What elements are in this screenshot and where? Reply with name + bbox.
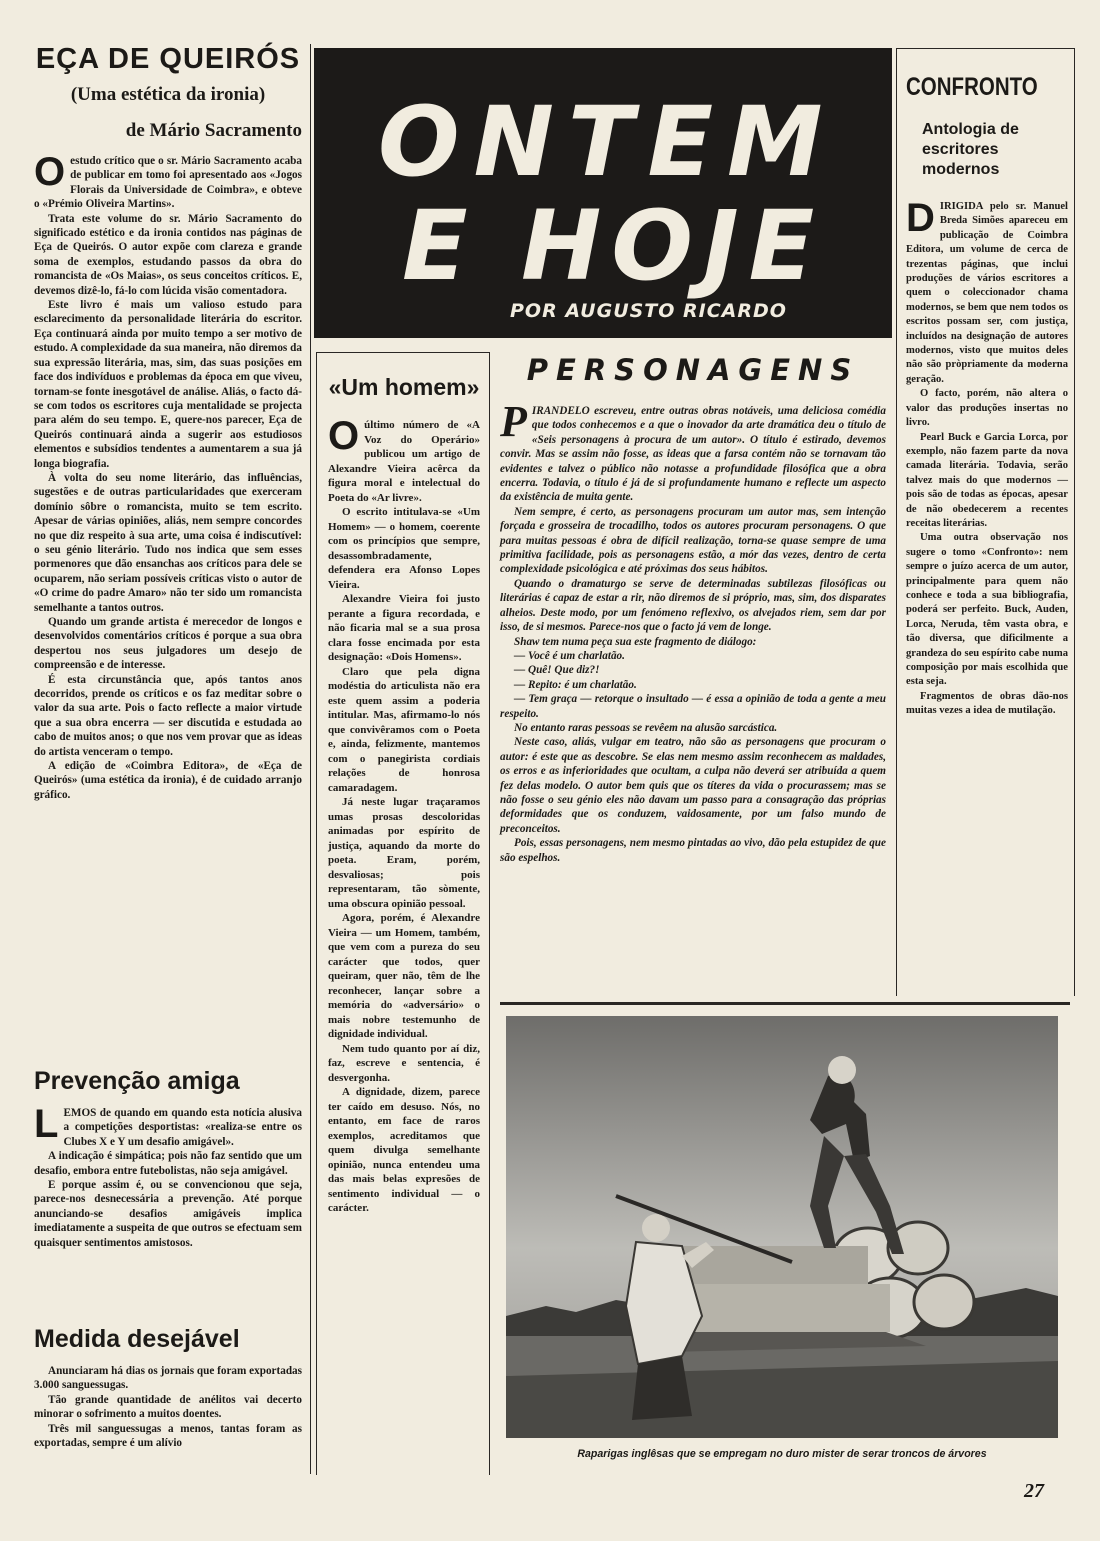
paragraph: último número de «A Voz do Operário» publicou um artigo de Alexandre Vieira acêrca da figura moral e intelectual do Poeta do «Ar livre».: [328, 419, 480, 504]
dialogue-line: — Você é um charlatão.: [514, 649, 625, 662]
paragraph: A indicação é simpática; pois não faz sentido que um desafio, embora entre futebolistas, não seja amigável.: [34, 1150, 302, 1177]
box-rule: [896, 48, 1074, 49]
column-rule: [896, 48, 897, 996]
paragraph: Shaw tem numa peça sua este fragmento de diálogo:: [514, 635, 757, 648]
article-title: CONFRONTO: [906, 73, 1038, 101]
column-rule: [310, 44, 311, 1474]
drop-cap: L: [34, 1102, 59, 1146]
paragraph: Fragmentos de obras dão-nos muitas vezes a idea de mutilação.: [906, 690, 1068, 717]
paragraph: Agora, porém, é Alexandre Vieira — um Homem, também, que vem com a pureza do seu carácter que todos, quer queiram, quer não, têm de lhe reconhecer, lançar sobre a memória do «adversário» o mais nobre testemunho de dignidade individual.: [328, 912, 480, 1040]
column-eca-de-queiros: [34, 42, 302, 802]
column-personagens: [500, 350, 886, 865]
article-title: PERSONAGENS: [526, 353, 860, 387]
paragraph: Nem tudo quanto por aí diz, faz, escreve e sentencia, é desvergonha.: [328, 1042, 480, 1084]
paragraph: Tão grande quantidade de anélitos vai decerto minorar o sofrimento a muitos doentes.: [34, 1393, 302, 1421]
article-subtitle: Antologia de escritores modernos: [922, 121, 1019, 178]
photo-illustration: [506, 1016, 1058, 1438]
column-prevencao-amiga: [34, 1066, 302, 1250]
paragraph: É esta circunstância que, após tantos anos decorridos, prende os críticos e os faz meditar sobre o valor da sua arte. Pois o facto reflecte a maior virtude que a sua obra encerra — ser discutida e estudada ao cabo de muitos anos; o que nos vem provar que as ideas do artista venceram o tempo.: [34, 673, 302, 758]
paragraph: EMOS de quando em quando esta notícia alusiva a competições desportistas: «realiza-se entre os Clubes X e Y um desafio amigável».: [63, 1107, 302, 1148]
banner-line-1: ONTEM: [378, 86, 837, 198]
paragraph: O facto, porém, não altera o valor das produções insertas no livro.: [906, 388, 1068, 429]
drop-cap: D: [906, 196, 935, 240]
section-rule: [500, 1002, 1070, 1005]
paragraph: À volta do seu nome literário, das influências, sugestões e de outras particularidades que exerceram domínio sôbre o romancista, muito se tem escrito. Apesar de várias opiniões, aliás, nem sempre concordes no que diz respeito à sua arte, uma coisa é indiscutível: o seu génio literário. Tudo nos indica que sem esses pormenores que dão ensanchas aos críticos para dele se ocuparem, não seriam possíveis críticas visto o autor de «O crime do padre Amaro» não ter sido um romancista semelhante a tantos outros.: [34, 471, 302, 614]
article-byline: de Mário Sacramento: [125, 120, 302, 141]
article-body: [500, 397, 886, 865]
paragraph: IRANDELO escreveu, entre outras obras notáveis, uma deliciosa comédia que todos conhecemos e a que o inovador da arte dramática deu o título de «Seis personagens à procura de um autor». O título é estirado, devemos convir. Mas se assim não fosse, as ideas que a farsa contém não se tornavam tão evidentes e talvez o público não notasse a profundidade filosófica que a obra encerra. Todavia, o título é já de si profundamente humano e reflecte um aspecto da existência de muita gente.: [500, 405, 886, 504]
banner-ontem-e-hoje: [314, 48, 892, 338]
dialogue-line: — Tem graça — retorque o insultado — é essa a opinião de toda a gente a meu respeito.: [500, 693, 886, 720]
page-number: 27: [1024, 1480, 1044, 1502]
article-title: «Um homem»: [328, 374, 480, 400]
column-medida-desejavel: [34, 1324, 302, 1450]
paragraph: Quando o dramaturgo se serve de determinadas subtilezas filosóficas ou literárias é capaz de estar a rir, não diremos de si próprio, mas, sim, dos disparates alheios. Deste modo, por um fenómeno reflexivo, os alvejados riem, sem dar por isso, de si mesmos. Parece-nos que o facto já vem de longe.: [500, 577, 886, 634]
banner-byline: POR AUGUSTO RICARDO: [510, 300, 787, 322]
paragraph: Quando um grande artista é merecedor de longos e desenvolvidos comentários críticos é porque a sua obra despertou nos seus julgadores um desejo de compreensão e de interesse.: [34, 616, 302, 672]
article-body: [906, 196, 1068, 719]
paragraph: No entanto raras pessoas se revêem na alusão sarcástica.: [514, 721, 778, 734]
article-subtitle: (Uma estética da ironia): [70, 84, 266, 105]
section-title: Medida desejável: [34, 1325, 240, 1353]
column-rule: [1074, 48, 1075, 996]
dialogue-line: — Repito: é um charlatão.: [514, 678, 637, 691]
drop-cap: O: [328, 414, 360, 458]
paragraph: Pearl Buck e Garcia Lorca, por exemplo, não fazem parte da nova camada literária. Todavia, serão talvez mais do que modernos — pois são de todas as épocas, apesar de não obedecerem a recentes receitas literárias.: [906, 431, 1068, 529]
paragraph: Pois, essas personagens, nem mesmo pintadas ao vivo, dão pela estupidez de que são espelhos.: [500, 837, 886, 864]
paragraph: Este livro é mais um valioso estudo para esclarecimento da personalidade literária do escritor. Eça continuará ainda por muito tempo a ser motivo de estudo. A complexidade da sua maneira, não diremos da sua expressão literária, mas, sim, das suas posições em face dos indivíduos e problemas da época em que viveu, tornam-se fonte inesgotável de análise. Aliás, o facto dá-se com todos os escritores cuja mentalidade se projecta para além do seu tempo. E, quere-nos parecer, Eça de Queirós continuará ainda a sugerir aos estudiosos elementos e subsídios tendentes a aumentarem a sua já longa biografia.: [34, 299, 302, 470]
paragraph: Neste caso, aliás, vulgar em teatro, não são as personagens que procuram o autor: é este que as descobre. Se elas nem mesmo assim reconhecem as maldades, os erros e as inferioridades que ocultam, a culpa não deverá ser atribuída a quem fez delas modelo. O autor bem quis que os títeres da vida o procurassem; mas se não fosse o seu génio eles não davam um passo para a consagração das próprias deformidades que os conduzem, vaidosamente, por um falso mundo de preconceitos.: [500, 736, 886, 835]
paragraph: Uma outra observação nos sugere o tomo «Confronto»: nem sempre o juízo acerca de um autor, principalmente para quem não conhece e toda a sua bibliografia, poderá ser perfeito. Buck, Auden, Lorca, Neruda, têm vasta obra, e tão diversa, que dificilmente a grandeza do seu espírito cabe numa composição por mais escolhida que esta seja.: [906, 532, 1068, 688]
paragraph: estudo crítico que o sr. Mário Sacramento acaba de publicar em tomo foi apresentado aos «Jogos Florais da Universidade de Coimbra», e obteve o «Prémio Oliveira Martins».: [34, 155, 302, 211]
photo-women-sawing-logs: [506, 1016, 1058, 1438]
photo-caption: Raparigas inglêsas que se empregam no duro mister de serar troncos de árvores: [577, 1448, 987, 1460]
column-um-homem: [328, 372, 480, 1216]
drop-cap: O: [34, 150, 66, 194]
article-body: [34, 150, 302, 802]
paragraph: Alexandre Vieira foi justo perante a figura recordada, e não ficaria mal se a sua prosa clara fosse encimada por esta designação: «Dois Homens».: [328, 593, 480, 663]
paragraph: O escrito intitulava-se «Um Homem» — o homem, coerente com os princípios que sempre, desassombradamente, defendera era Afonso Lopes Vieira.: [328, 506, 480, 591]
paragraph: Nem sempre, é certo, as personagens procuram um autor mas, sem intenção forçada e grosseira de trocadilho, todos os autores procuram personagens. O que para muitas pessoas é obra de difícil realização, torna-se quase sempre de uma primitiva facilidade, pois as personagens estão, a mór das vezes, dentro de certa complexidade psicológica e até próximas dos seus hábitos.: [500, 505, 886, 576]
section-body: [34, 1102, 302, 1250]
section-title: Prevenção amiga: [34, 1067, 240, 1095]
column-confronto: [906, 72, 1068, 719]
paragraph: Já neste lugar traçaramos umas prosas descoloridas animadas por espírito de justiça, aquando da morte do poeta. Eram, porém, desvaliosas; pois representaram, tão sòmente, uma obscura opinião pessoal.: [328, 796, 480, 910]
dialogue-line: — Quê! Que diz?!: [514, 664, 600, 677]
paragraph: IRIGIDA pelo sr. Manuel Breda Simões apareceu em publicação de Coimbra Editora, um volume de cerca de trezentas páginas, que inclui produções de vários escritores a quem o coleccionador chama modernos, se bem que nem todos os escritos possam ser, com justiça, incluídos na designação de autores modernos, visto que muitos deles não são pròpriamente da moderna geração.: [906, 201, 1068, 385]
paragraph: Trata este volume do sr. Mário Sacramento do significado estético e da ironia contidos nas páginas de Eça de Queirós. O autor expõe com clareza e grande soma de exemplos, estudando passos da obra do romancista de «Os Maias», os seus conceitos críticos. E, devemos dizê-lo, fá-lo com lúcida visão comentadora.: [34, 212, 302, 297]
banner-line-2: E HOJE: [402, 190, 825, 302]
section-body: [34, 1364, 302, 1450]
article-body: [328, 414, 480, 1216]
paragraph: Anunciaram há dias os jornais que foram exportadas 3.000 sanguessugas.: [34, 1365, 302, 1392]
paragraph: Três mil sanguessugas a menos, tantas foram as exportadas, sempre é um alívio: [34, 1422, 302, 1450]
article-title: EÇA DE QUEIRÓS: [35, 43, 301, 75]
paragraph: A edição de «Coimbra Editora», de «Eça de Queirós» (uma estética da ironia), é de cuidado arranjo gráfico.: [34, 760, 302, 801]
paragraph: Claro que pela digna modéstia do articulista não era este quem assim a poderia intitular. Mas, afirmamo-lo nós que convivêramos com o Poeta e, ainda, felizmente, mantemos com o panegirista cordiais relações de honrosa camaradagem.: [328, 665, 480, 794]
paragraph: A dignidade, dizem, parece ter caído em desuso. Nós, no entanto, em face de raros exemplos, acreditamos que quem divulga semelhante opinião, nunca entendeu uma das mais belas expresões de sentimento individual — o carácter.: [328, 1086, 480, 1214]
paragraph: E porque assim é, ou se convencionou que seja, parece-nos desnecessária a prevenção. Até porque anunciando-se desafios amigáveis implica imediatamente a suspeita de que outros se efectuam sem quaisquer sentimentos amistosos.: [34, 1179, 302, 1249]
drop-cap: P: [500, 397, 527, 446]
